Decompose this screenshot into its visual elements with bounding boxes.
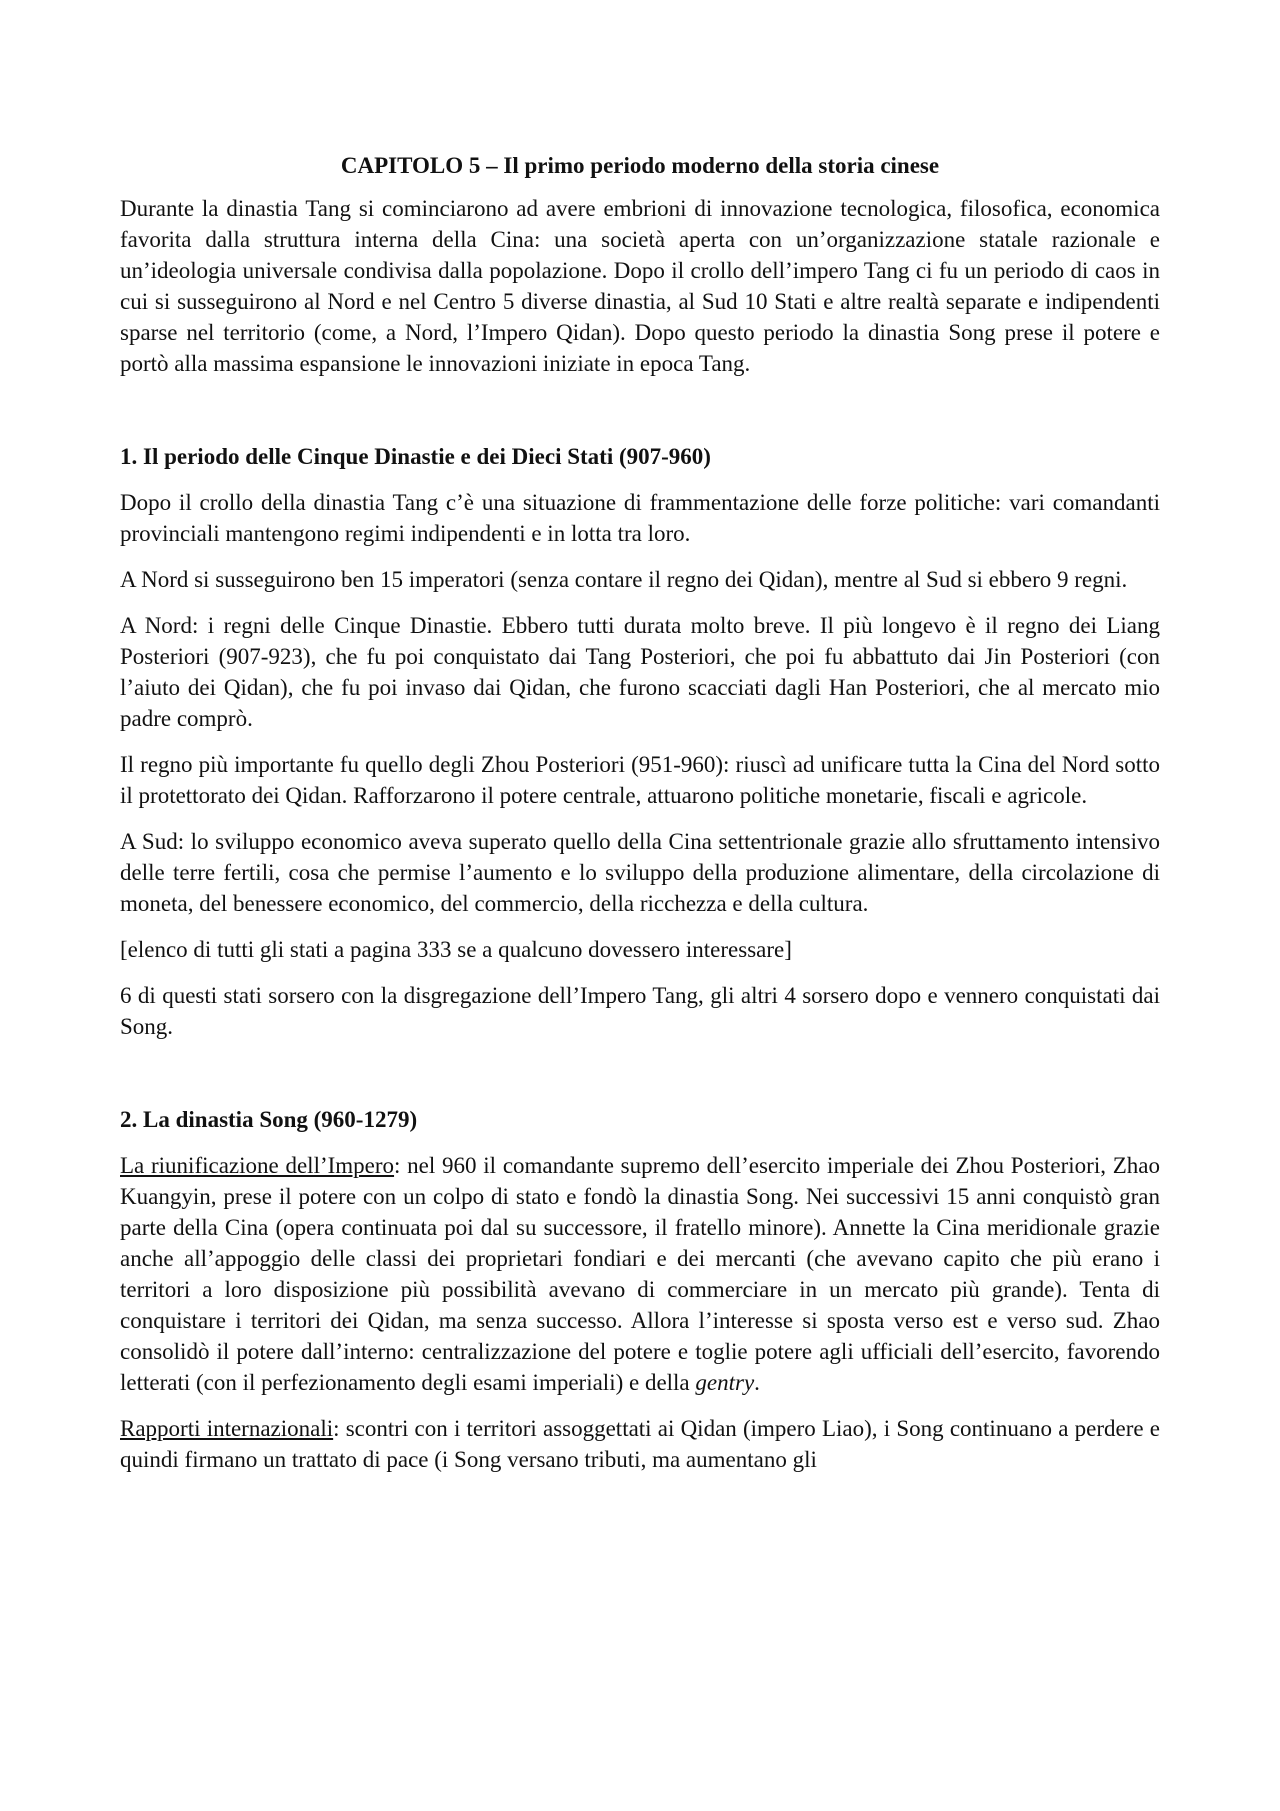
section-1-paragraph: A Nord si susseguirono ben 15 imperatori (senza contare il regno dei Qidan), mentre al Sud si ebbero 9 regni. xyxy=(120,567,1128,592)
section-2-paragraph-rapporti xyxy=(120,1413,1160,1475)
section-2-paragraph-riunificazione xyxy=(120,1150,1160,1398)
rapporti-label: Rapporti internazionali xyxy=(120,1416,334,1441)
chapter-title: CAPITOLO 5 – Il primo periodo moderno della storia cinese xyxy=(340,153,940,178)
riunificazione-text: : nel 960 il comandante supremo dell’esercito imperiale dei Zhou Posteriori, Zhao Kuangyin, prese il potere con un colpo di stato e fondò la dinastia Song. Nei successivi 15 anni conquistò gran parte della Cina (opera continuata poi dal su successore, il fratello minore). Annette la Cina meridionale grazie anche all’appoggio delle classi dei proprietari fondiari e dei mercanti (che avevano capito che più erano i territori a loro disposizione più possibilità avevano di commerciare in un mercato più grande). Tenta di conquistare i territori dei Qidan, ma senza successo. Allora l’interesse si sposta verso est e verso sud. Zhao consolidò il potere dall’interno: centralizzazione del potere e toglie potere agli ufficiali dell’esercito, favorendo letterati (con il perfezionamento degli esami imperiali) e della xyxy=(120,1153,1160,1395)
intro-paragraph: Durante la dinastia Tang si cominciarono ad avere embrioni di innovazione tecnologica, filosofica, economica favorita dalla struttura interna della Cina: una società aperta con un’organizzazione statale razionale e un’ideologia universale condivisa dalla popolazione. Dopo il crollo dell’impero Tang ci fu un periodo di caos in cui si susseguirono al Nord e nel Centro 5 diverse dinastia, al Sud 10 Stati e altre realtà separate e indipendenti sparse nel territorio (come, a Nord, l’Impero Qidan). Dopo questo periodo la dinastia Song prese il potere e portò alla massima espansione le innovazioni iniziate in epoca Tang. xyxy=(120,196,1160,376)
section-1-heading: 1. Il periodo delle Cinque Dinastie e dei Dieci Stati (907-960) xyxy=(120,444,711,469)
section-1-paragraph: Dopo il crollo della dinastia Tang c’è una situazione di frammentazione delle forze politiche: vari comandanti provinciali mantengono regimi indipendenti e in lotta tra loro. xyxy=(120,490,1160,546)
section-1-paragraph: A Nord: i regni delle Cinque Dinastie. Ebbero tutti durata molto breve. Il più longevo è il regno dei Liang Posteriori (907-923), che fu poi conquistato dai Tang Posteriori, che poi fu abbattuto dai Jin Posteriori (con l’aiuto dei Qidan), che fu poi invaso dai Qidan, che furono scacciati dagli Han Posteriori, che al mercato mio padre comprò. xyxy=(120,613,1160,731)
section-1-paragraph: A Sud: lo sviluppo economico aveva superato quello della Cina settentrionale grazie allo sfruttamento intensivo delle terre fertili, cosa che permise l’aumento e lo sviluppo della produzione alimentare, della circolazione di moneta, del benessere economico, del commercio, della ricchezza e della cultura. xyxy=(120,829,1160,916)
document-page xyxy=(120,150,1160,1490)
section-1-paragraph: 6 di questi stati sorsero con la disgregazione dell’Impero Tang, gli altri 4 sorsero dopo e vennero conquistati dai Song. xyxy=(120,983,1160,1039)
riunificazione-end: . xyxy=(754,1370,760,1395)
section-1-paragraph: Il regno più importante fu quello degli Zhou Posteriori (951-960): riuscì ad unificare tutta la Cina del Nord sotto il protettorato dei Qidan. Rafforzarono il potere centrale, attuarono politiche monetarie, fiscali e agricole. xyxy=(120,752,1160,808)
section-2-heading: 2. La dinastia Song (960-1279) xyxy=(120,1107,418,1132)
rapporti-text: : scontri con i territori assoggettati ai Qidan (impero Liao), i Song continuano a perdere e quindi firmano un trattato di pace (i Song versano tributi, ma aumentano gli xyxy=(120,1416,1160,1472)
riunificazione-label: La riunificazione dell’Impero xyxy=(120,1153,395,1178)
section-1-paragraph: [elenco di tutti gli stati a pagina 333 se a qualcuno dovessero interessare] xyxy=(120,937,792,962)
gentry-term: gentry xyxy=(695,1370,755,1395)
